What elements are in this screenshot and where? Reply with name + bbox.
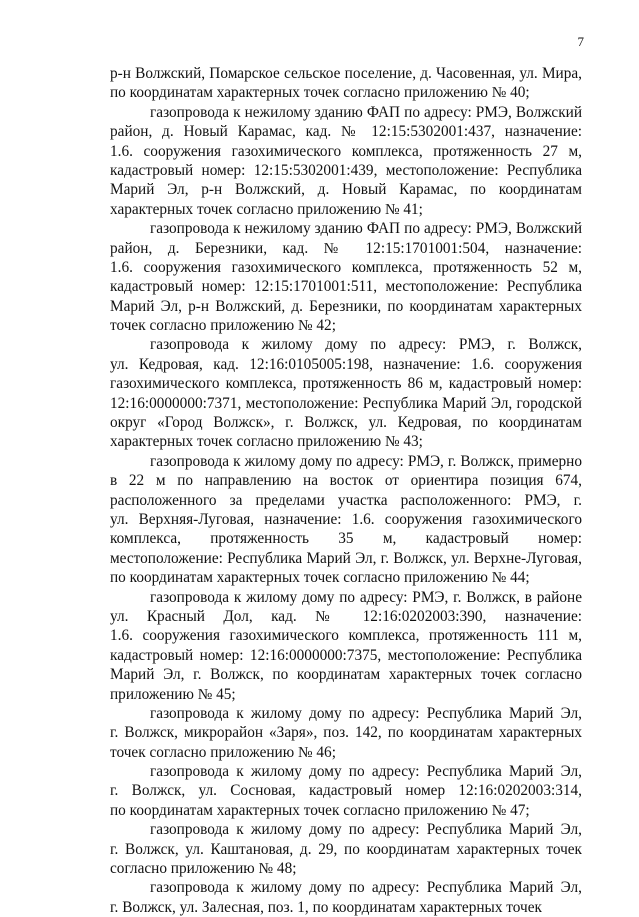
paragraph [110, 335, 582, 451]
paragraph [110, 452, 582, 588]
text-line: газопровода к нежилому зданию ФАП по адресу: РМЭ, Волжский [150, 103, 582, 121]
text-line: г. Волжск, ул. Сосновая, кадастровый номер 12:16:0202003:314, [110, 782, 582, 800]
text-line: характерных точек согласно приложению № 43; [110, 433, 423, 451]
paragraph [110, 762, 582, 820]
text-line: комплекса, протяженность 35 м, кадастровый номер: [110, 530, 582, 548]
text-line: газохимического комплекса, протяженность 86 м, кадастровый номер: [110, 375, 582, 393]
text-line: ул. Красный Дол, кад. № 12:16:0202003:390, назначение: [110, 607, 582, 625]
text-line: согласно приложению № 48; [110, 860, 297, 878]
text-line: кадастровый номер: 12:15:1701001:511, местоположение: Республика [110, 278, 582, 296]
text-line: по координатам характерных точек согласно приложению № 47; [110, 801, 530, 819]
text-line: 1.6. сооружения газохимического комплекса, протяженность 27 м, [110, 142, 582, 160]
text-line: г. Волжск, микрорайон «Заря», поз. 142, по координатам характерных [110, 724, 582, 742]
text-line: по координатам характерных точек согласно приложению № 40; [110, 84, 530, 102]
text-line: район, д. Березники, кад. № 12:15:1701001:504, назначение: [110, 239, 582, 257]
text-line: приложению № 45; [110, 685, 236, 703]
paragraph [110, 219, 582, 335]
text-line: расположенного за пределами участка расположенного: РМЭ, г. [110, 491, 582, 509]
text-line: ул. Кедровая, кад. 12:16:0105005:198, назначение: 1.6. сооружения [110, 355, 582, 373]
text-line: точек согласно приложению № 42; [110, 317, 336, 335]
text-line: г. Волжск, ул. Залесная, поз. 1, по координатам характерных точек [110, 898, 542, 916]
paragraph [110, 820, 582, 878]
text-line: по координатам характерных точек согласно приложению № 44; [110, 569, 530, 587]
paragraph [110, 64, 582, 103]
paragraph [110, 103, 582, 219]
text-line: характерных точек согласно приложению № 41; [110, 200, 423, 218]
text-line: газопровода к нежилому зданию ФАП по адресу: РМЭ, Волжский [150, 220, 582, 238]
text-line: р-н Волжский, Помарское сельское поселение, д. Часовенная, ул. Мира, [110, 65, 582, 82]
text-line: в 22 м по направлению на восток от ориентира позиция 674, [110, 472, 582, 490]
text-line: 12:16:0000000:7371, местоположение: Республика Марий Эл, городской [110, 394, 582, 412]
text-line: ул. Верхняя-Луговая, назначение: 1.6. сооружения газохимического [110, 510, 582, 528]
text-line: точек согласно приложению № 46; [110, 743, 336, 761]
text-line: газопровода к жилому дому по адресу: РМЭ, г. Волжск, примерно [150, 452, 582, 470]
text-line: кадастровый номер: 12:15:5302001:439, местоположение: Республика [110, 161, 582, 179]
text-line: кадастровый номер: 12:16:0000000:7375, местоположение: Республика [110, 646, 582, 664]
text-line: 1.6. сооружения газохимического комплекса, протяженность 111 м, [110, 627, 582, 645]
text-line: газопровода к жилому дому по адресу: РМЭ, г. Волжск, [150, 336, 582, 354]
paragraph [110, 588, 582, 704]
paragraph [110, 704, 582, 762]
text-line: Марий Эл, р-н Волжский, д. Березники, по координатам характерных [110, 297, 582, 315]
paragraph [110, 878, 582, 917]
document-body [110, 64, 582, 917]
text-line: газопровода к жилому дому по адресу: Республика Марий Эл, [150, 704, 582, 722]
text-line: район, д. Новый Карамас, кад. № 12:15:5302001:437, назначение: [110, 123, 582, 141]
text-line: Марий Эл, р-н Волжский, д. Новый Карамас, по координатам [110, 181, 582, 199]
text-line: местоположение: Республика Марий Эл, г. Волжск, ул. Верхне-Луговая, [110, 549, 582, 567]
text-line: газопровода к жилому дому по адресу: РМЭ, г. Волжск, в районе [150, 588, 582, 606]
text-line: газопровода к жилому дому по адресу: Республика Марий Эл, [150, 821, 582, 839]
text-line: газопровода к жилому дому по адресу: Республика Марий Эл, [150, 763, 582, 781]
text-line: г. Волжск, ул. Каштановая, д. 29, по координатам характерных точек [110, 840, 582, 858]
text-line: Марий Эл, г. Волжск, по координатам характерных точек согласно [110, 666, 582, 684]
text-line: газопровода к жилому дому по адресу: Республика Марий Эл, [150, 879, 582, 897]
text-line: 1.6. сооружения газохимического комплекса, протяженность 52 м, [110, 258, 582, 276]
page-number: 7 [577, 34, 584, 49]
text-line: округ «Город Волжск», г. Волжск, ул. Кедровая, по координатам [110, 414, 582, 432]
